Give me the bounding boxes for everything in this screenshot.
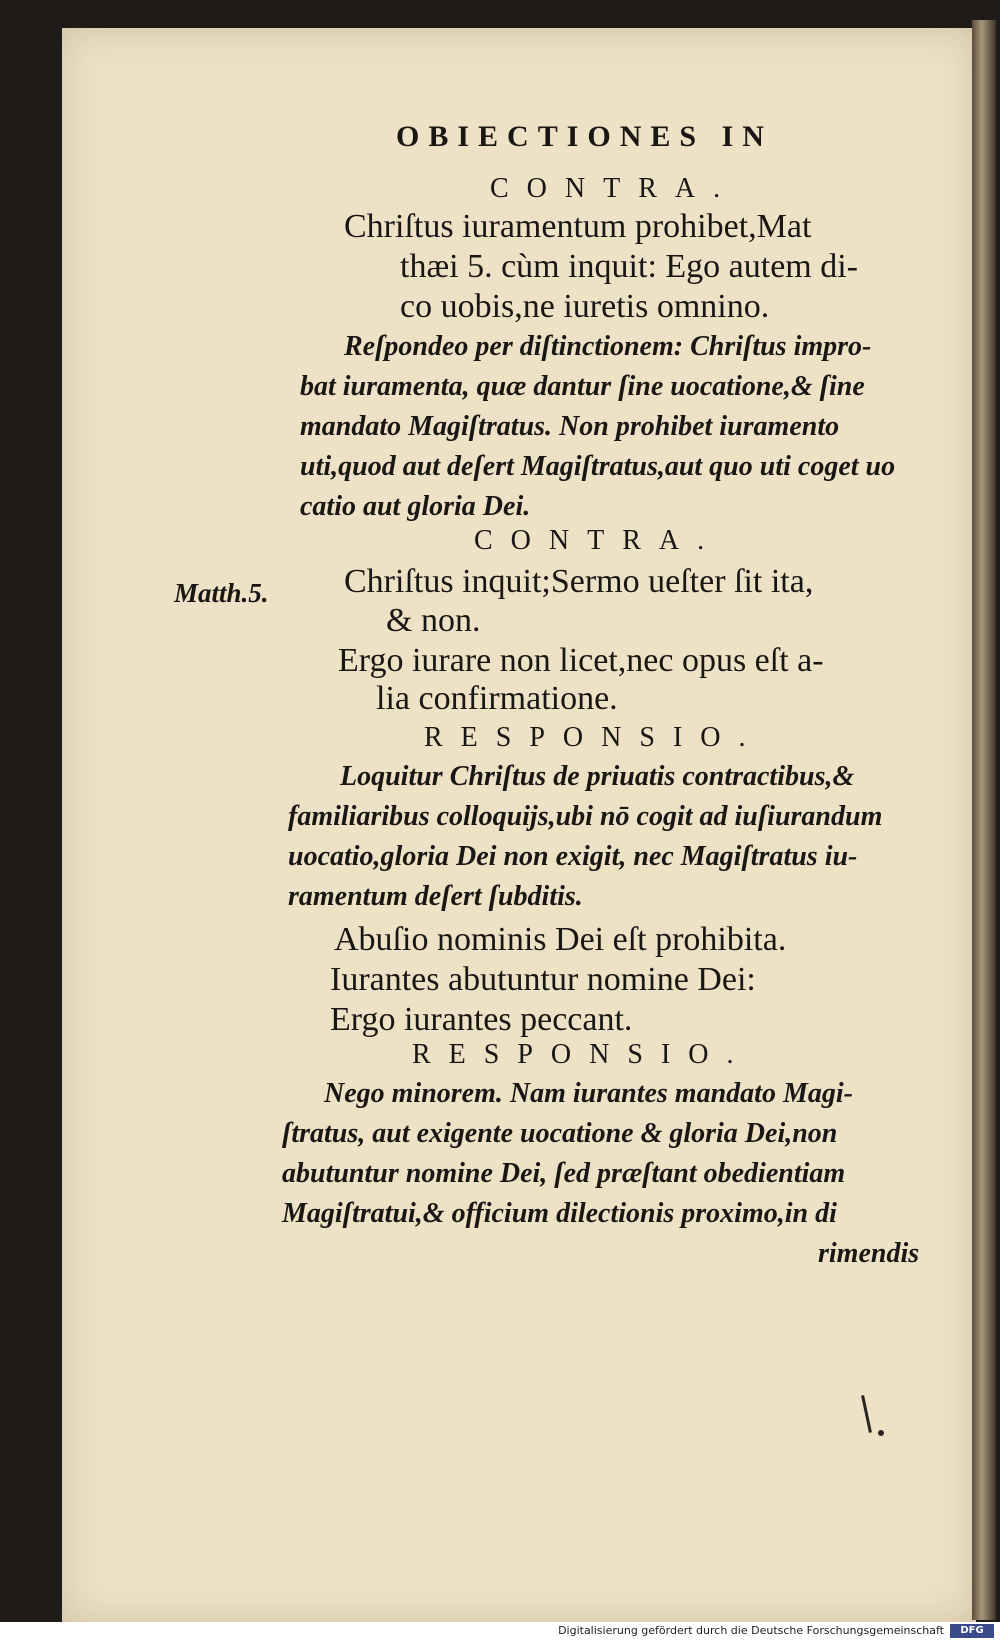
- text-line: Loquitur Chriſtus de priuatis contractibus,&: [340, 761, 855, 792]
- text-line: ramentum deſert ſubditis.: [288, 881, 583, 912]
- text-line: bat iuramenta, quæ dantur ſine uocatione,& ſine: [300, 371, 865, 402]
- text-line: uti,quod aut deſert Magiſtratus,aut quo uti coget uo: [300, 451, 896, 482]
- text-line: thæi 5. cùm inquit: Ego autem di-: [400, 248, 859, 285]
- section-heading-responsio: RESPONSIO.: [412, 1039, 752, 1070]
- text-line: Iurantes abutuntur nomine Dei:: [330, 961, 756, 998]
- catchword: rimendis: [818, 1238, 920, 1269]
- text-line: Abuſio nominis Dei eſt prohibita.: [334, 921, 787, 958]
- text-line: abutuntur nomine Dei, ſed præſtant obedientiam: [282, 1158, 846, 1189]
- text-line: familiaribus colloquijs,ubi nō cogit ad iuſiurandum: [288, 801, 883, 832]
- dfg-logo: DFG: [950, 1624, 994, 1638]
- section-heading-responsio: RESPONSIO.: [424, 722, 764, 753]
- text-line: Chriſtus inquit;Sermo ueſter ſit ita,: [344, 563, 814, 600]
- text-line: & non.: [386, 602, 481, 639]
- text-line: Ergo iurare non licet,nec opus eſt a-: [338, 642, 824, 679]
- text-line: Magiſtratui,& officium dilectionis proximo,in di: [282, 1198, 837, 1229]
- section-heading-contra: CONTRA.: [490, 173, 739, 204]
- text-line: lia confirmatione.: [376, 680, 618, 717]
- text-line: catio aut gloria Dei.: [300, 491, 531, 522]
- running-header: OBIECTIONES IN: [396, 120, 773, 153]
- ink-dot: [878, 1430, 884, 1436]
- text-line: mandato Magiſtratus. Non prohibet iuramento: [300, 411, 840, 442]
- page-text: [62, 28, 976, 1622]
- text-line: uocatio,gloria Dei non exigit, nec Magiſtratus iu-: [288, 841, 858, 872]
- text-line: Ergo iurantes peccant.: [330, 1001, 633, 1038]
- text-line: ſtratus, aut exigente uocatione & gloria Dei,non: [282, 1118, 838, 1149]
- text-line: Nego minorem. Nam iurantes mandato Magi-: [324, 1078, 853, 1109]
- section-heading-contra: CONTRA.: [474, 525, 723, 556]
- text-line: co uobis,ne iuretis omnino.: [400, 288, 770, 325]
- margin-note: Matth.5.: [174, 578, 269, 608]
- text-line: Reſpondeo per diſtinctionem: Chriſtus impro-: [344, 331, 872, 362]
- text-line: Chriſtus iuramentum prohibet,Mat: [344, 208, 812, 245]
- footer-credit: Digitalisierung gefördert durch die Deutsche Forschungsgemeinschaft: [558, 1624, 944, 1637]
